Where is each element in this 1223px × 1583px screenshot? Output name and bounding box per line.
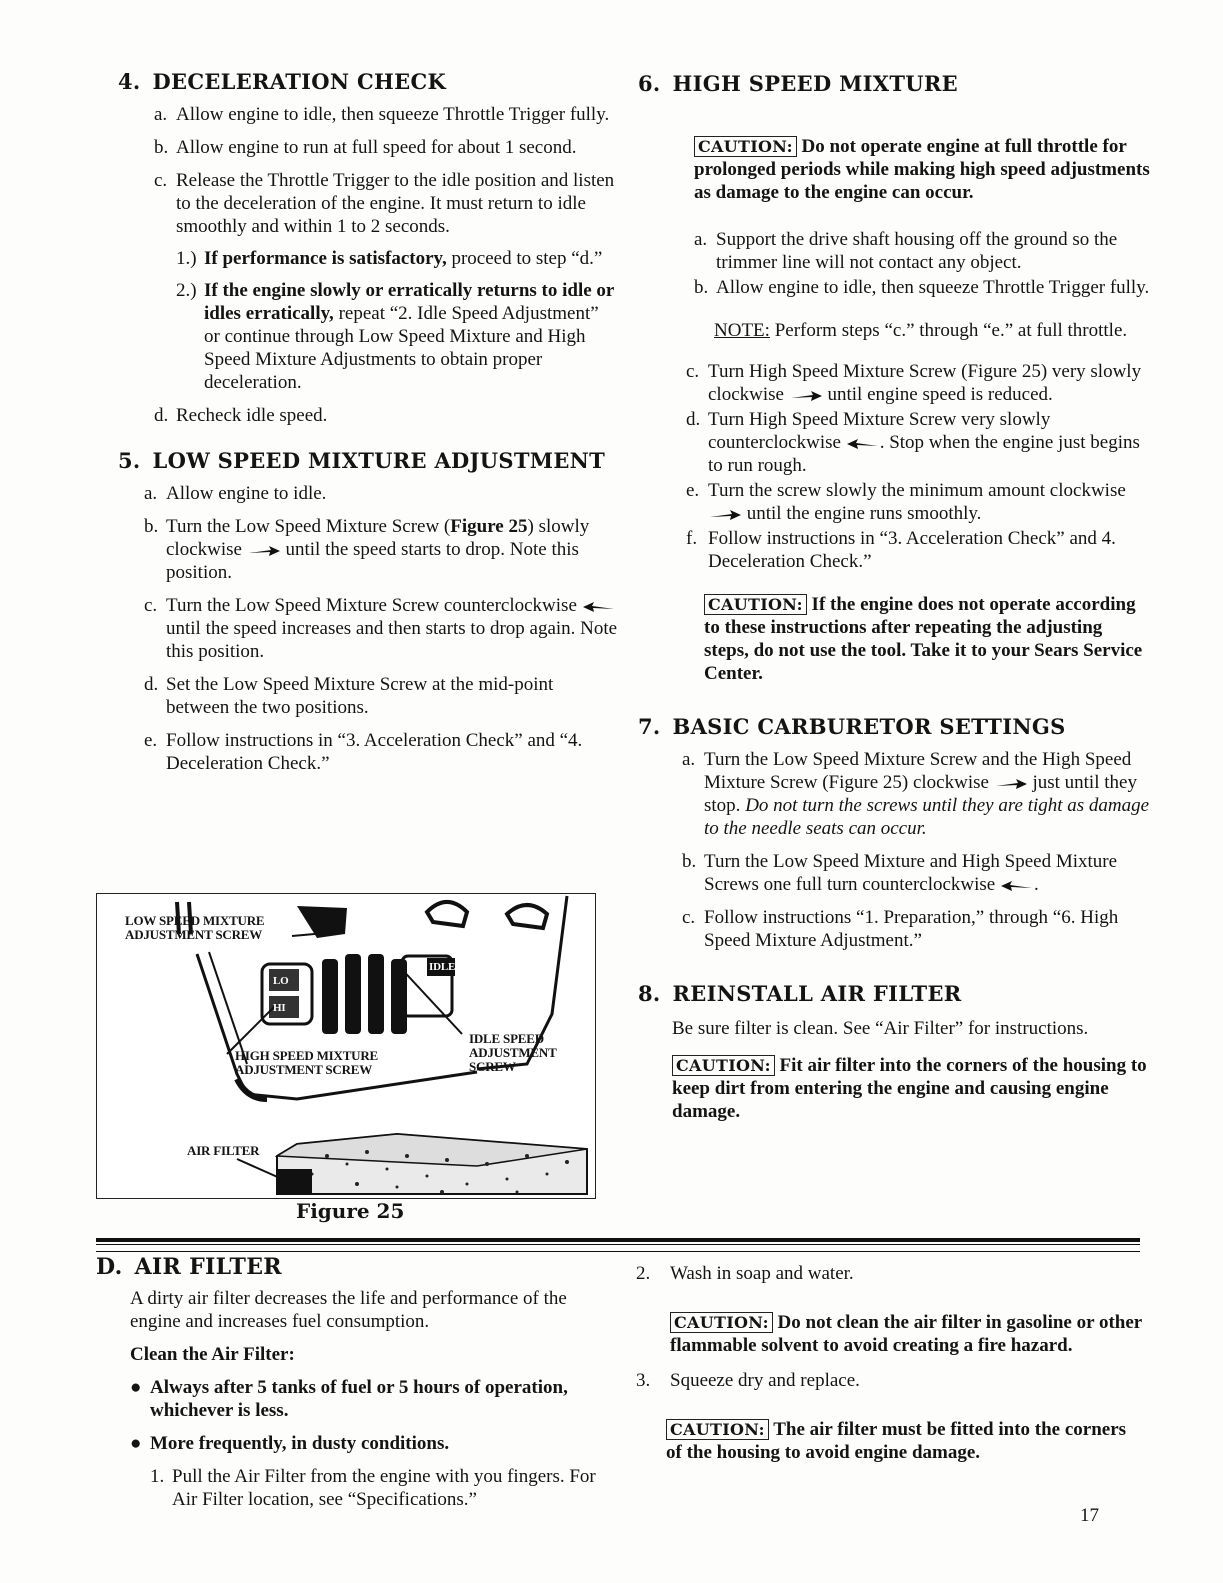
- step-b: b. Turn the Low Speed Mixture and High Speed Mixture Screws one full turn counterclockwise .: [682, 851, 1118, 895]
- left-column: [118, 70, 618, 793]
- section-heading: 7. BASIC CARBURETOR SETTINGS: [638, 714, 1066, 739]
- label-low-speed-screw: LOW SPEED MIXTURE ADJUSTMENT SCREW: [125, 913, 265, 942]
- section-divider: [96, 1238, 1140, 1242]
- counterclockwise-arrow-icon: [1000, 880, 1034, 892]
- bullet-item: ● More frequently, in dusty conditions.: [130, 1433, 450, 1454]
- tag-idle: IDLE: [429, 961, 456, 973]
- step-2: 2. Wash in soap and water.: [636, 1263, 854, 1284]
- section-low-speed-mixture: [118, 449, 618, 775]
- section-heading: 8. REINSTALL AIR FILTER: [638, 981, 962, 1006]
- substep-1: 1.) If performance is satisfactory, proceed to step “d.”: [176, 248, 603, 269]
- caution-note: CAUTION: Do not clean the air filter in gasoline or other flammable solvent to avoid creating a fire hazard.: [670, 1312, 1142, 1356]
- step-c: c. Turn the Low Speed Mixture Screw counterclockwise until the speed increases and then starts to drop again. Note this position.: [144, 595, 618, 662]
- section-heading: 4. DECELERATION CHECK: [118, 69, 447, 94]
- section-air-filter: [96, 1256, 616, 1511]
- step-b: b. Allow engine to idle, then squeeze Throttle Trigger fully.: [694, 277, 1150, 298]
- clockwise-arrow-icon: [994, 778, 1028, 790]
- step-c: c. Turn High Speed Mixture Screw (Figure 25) very slowly clockwise until engine speed is reduced.: [686, 361, 1142, 405]
- step-c: c. Follow instructions “1. Preparation,” through “6. High Speed Mixture Adjustment.”: [682, 907, 1119, 951]
- section-high-speed-mixture: [638, 72, 1150, 685]
- step-a: a. Turn the Low Speed Mixture Screw and the High Speed Mixture Screw (Figure 25) clockwise just until they stop. Do not turn the screws until they are tight as damage to the needle seats can occur.: [682, 749, 1150, 839]
- step-1: 1. Pull the Air Filter from the engine with you fingers. For Air Filter location, see “Specifications.”: [150, 1466, 596, 1510]
- step-e: e. Follow instructions in “3. Acceleration Check” and “4. Deceleration Check.”: [144, 730, 583, 774]
- section-reinstall-air-filter: [638, 982, 1150, 1123]
- step-d: d. Set the Low Speed Mixture Screw at the mid-point between the two positions.: [144, 674, 554, 718]
- page-number: 17: [1080, 1505, 1099, 1526]
- clockwise-arrow-icon: [247, 545, 281, 557]
- section-heading: 6. HIGH SPEED MIXTURE: [638, 71, 958, 96]
- section-basic-carburetor-settings: [638, 715, 1150, 952]
- clockwise-arrow-icon: [708, 509, 742, 521]
- section-deceleration-check: [118, 70, 618, 427]
- counterclockwise-arrow-icon: [846, 438, 880, 450]
- counterclockwise-arrow-icon: [582, 601, 616, 613]
- substep-2: 2.) If the engine slowly or erratically returns to idle or idles erratically, repeat “2. Idle Speed Adjustment” or continue through Low Speed Mixture and High Speed Mixture Adjustments to obtain proper deceleration.: [176, 280, 615, 393]
- step-a: a. Allow engine to idle, then squeeze Throttle Trigger fully.: [154, 104, 610, 125]
- paragraph: A dirty air filter decreases the life and performance of the engine and increases fuel consumption.: [130, 1288, 567, 1332]
- step-d: d. Recheck idle speed.: [154, 405, 328, 426]
- label-air-filter: AIR FILTER: [187, 1143, 260, 1158]
- step-3: 3. Squeeze dry and replace.: [636, 1370, 860, 1391]
- right-column: [638, 72, 1150, 1141]
- step-f: f. Follow instructions in “3. Acceleration Check” and 4. Deceleration Check.”: [686, 528, 1116, 572]
- caution-note: CAUTION: If the engine does not operate according to these instructions after repeating the adjusting steps, do not use the tool. Take it to your Sears Service Center.: [704, 594, 1143, 684]
- section-heading: D. AIR FILTER: [96, 1254, 282, 1280]
- label-high-speed-screw: HIGH SPEED MIXTURE ADJUSTMENT SCREW: [235, 1048, 379, 1077]
- figure-25-illustration: [96, 893, 596, 1199]
- label-idle-speed-screw: IDLE SPEED ADJUSTMENT SCREW: [469, 1031, 557, 1074]
- clockwise-arrow-icon: [789, 390, 823, 402]
- section-air-filter-continued: [636, 1262, 1146, 1464]
- step-c: c. Release the Throttle Trigger to the idle position and listen to the deceleration of the engine. It must return to idle smoothly and within 1 to 2 seconds.: [154, 170, 615, 237]
- section-heading: 5. LOW SPEED MIXTURE ADJUSTMENT: [118, 448, 606, 473]
- step-b: b. Allow engine to run at full speed for about 1 second.: [154, 137, 577, 158]
- caution-note: CAUTION: Do not operate engine at full throttle for prolonged periods while making high speed adjustments as damage to the engine can occur.: [694, 136, 1150, 203]
- bullet-item: ● Always after 5 tanks of fuel or 5 hours of operation, whichever is less.: [130, 1377, 568, 1421]
- figure-caption: Figure 25: [296, 1199, 405, 1223]
- step-a: a. Allow engine to idle.: [144, 483, 327, 504]
- subheading: Clean the Air Filter:: [130, 1344, 295, 1365]
- step-e: e. Turn the screw slowly the minimum amount clockwise until the engine runs smoothly.: [686, 480, 1126, 524]
- paragraph: Be sure filter is clean. See “Air Filter” for instructions.: [672, 1018, 1089, 1039]
- section-divider-thin: [96, 1244, 1140, 1245]
- section-divider-thin: [96, 1251, 1140, 1252]
- note: NOTE: Perform steps “c.” through “e.” at full throttle.: [714, 320, 1128, 341]
- step-a: a. Support the drive shaft housing off the ground so the trimmer line will not contact any object.: [694, 229, 1118, 273]
- tag-lo: LO: [273, 975, 289, 987]
- step-d: d. Turn High Speed Mixture Screw very slowly counterclockwise . Stop when the engine just begins to run rough.: [686, 409, 1140, 476]
- caution-note: CAUTION: Fit air filter into the corners of the housing to keep dirt from entering the engine and causing engine damage.: [672, 1055, 1147, 1122]
- tag-hi: HI: [273, 1002, 286, 1014]
- bullet-icon: ●: [130, 1433, 142, 1454]
- bullet-icon: ●: [130, 1377, 142, 1398]
- caution-note: CAUTION: The air filter must be fitted into the corners of the housing to avoid engine damage.: [666, 1419, 1127, 1463]
- step-b: b. Turn the Low Speed Mixture Screw (Figure 25) slowly clockwise until the speed starts to drop. Note this position.: [144, 516, 590, 583]
